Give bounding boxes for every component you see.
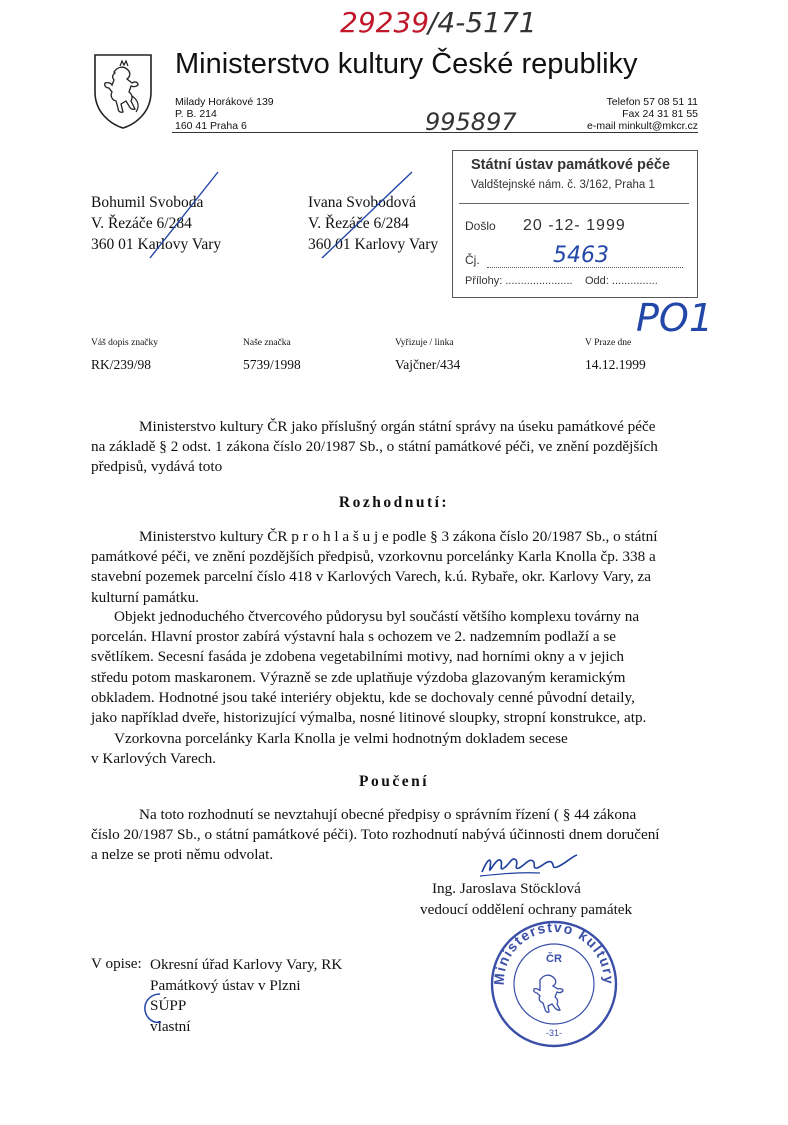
text-line: obkladem. Hodnotné jsou také interiéry objektu, kde se dochovaly cenné původní detaily, (91, 688, 635, 706)
handwritten-reference-blue: /4-5171 (428, 6, 537, 39)
ref-value-our-ref: 5739/1998 (243, 357, 301, 372)
stamp-divider (459, 203, 689, 204)
text-line: kulturní památku. (91, 588, 199, 606)
address-line: 160 41 Praha 6 (175, 120, 247, 132)
text-line: číslo 20/1987 Sb., o státní památkové péči). Toto rozhodnutí nabývá účinnosti dnem doručení (91, 826, 660, 844)
phone: Telefon 57 08 51 11 (606, 96, 698, 108)
decision-paragraph-3 (91, 729, 701, 769)
text-line: jako například dveře, historizující výmalba, nosné litinové sloupky, stropní konstrukce, atp. (91, 709, 647, 727)
signatory-role: vedoucí oddělení ochrany památek (420, 901, 633, 918)
copy-recipient: SÚPP (150, 997, 187, 1014)
instruction-heading: Poučení (358, 773, 430, 790)
recipient-city: 360 01 Karlovy Vary (91, 236, 222, 253)
signatory-name: Ing. Jaroslava Stöcklová (432, 880, 581, 897)
text-line: porcelán. Hlavní prostor zabírá výstavní hala s ochozem ve 2. nadzemním podlaží a se (91, 628, 617, 646)
text-line: předpisů, vydává toto (91, 458, 223, 476)
decision-paragraph-2 (91, 607, 701, 728)
ref-value-date: 14.12.1999 (585, 357, 646, 372)
ministry-title: Ministerstvo kultury České republiky (175, 48, 638, 80)
text-line: památkové péči, ve znění pozdějších předpisů, vzorkovnu porcelánky Karla Knolla čp. 338 a (91, 548, 656, 566)
text-line: středu potom maskaronem. Výrazně se zde uplatňuje výzdoba glazovaným keramickým (91, 668, 626, 686)
round-stamp-text: Ministerstvo kultury (490, 918, 618, 986)
fax: Fax 24 31 81 55 (622, 108, 698, 120)
copies-list (150, 955, 342, 1037)
recipient-street: V. Řezáče 6/284 (91, 215, 192, 232)
copy-recipient: Okresní úřad Karlovy Vary, RK (150, 956, 343, 973)
round-stamp-number: -31- (545, 1028, 563, 1038)
ref-value-handled-by: Vajčner/434 (395, 357, 461, 372)
stamp-ref-line (487, 267, 683, 268)
ref-value-your-letter: RK/239/98 (91, 357, 152, 372)
stamp-department: Odd: ............... (585, 275, 658, 287)
address-line: P. B. 214 (175, 108, 217, 120)
ref-label-handled-by: Vyřizuje / linka (395, 338, 454, 348)
recipient-name: Ivana Svobodová (308, 194, 417, 211)
intro-paragraph (91, 417, 701, 478)
recipient-street: V. Řezáče 6/284 (308, 215, 409, 232)
text-line: v Karlových Varech. (91, 750, 216, 768)
email: e-mail minkult@mkcr.cz (586, 120, 698, 132)
text-line: stavební pozemek parcelní číslo 418 v Karlových Varech, k.ú. Rybaře, okr. Karlovy Vary, za (91, 568, 652, 586)
copy-recipient: Památkový ústav v Plzni (150, 976, 301, 994)
recipient-city: 360 01 Karlovy Vary (308, 236, 439, 253)
text-line: Vzorkovna porcelánky Karla Knolla je velmi hodnotným dokladem secese (114, 730, 568, 747)
text-line: Objekt jednoduchého čtvercového půdorysu byl součástí většího komplexu továrny na (114, 608, 640, 625)
stamp-attachments: Přílohy: ...................... (465, 275, 573, 287)
ref-label-your-letter: Váš dopis značky (91, 338, 159, 348)
decision-heading: Rozhodnutí: (338, 494, 450, 511)
handwritten-mid-number: 995897 (425, 108, 517, 136)
copies-label: V opise: (91, 955, 142, 972)
text-line: na základě § 2 odst. 1 zákona číslo 20/1987 Sb., o státní památkové péči, ve znění pozdějších (91, 438, 658, 456)
ref-label-date: V Praze dne (585, 338, 632, 348)
text-line: a nelze se proti němu odvolat. (91, 846, 274, 864)
decision-paragraph-1 (91, 527, 701, 608)
handwritten-reference-red: 29239 (340, 6, 430, 39)
stamp-address: Valdštejnské nám. č. 3/162, Praha 1 (471, 179, 655, 191)
text-line: Na toto rozhodnutí se nevztahují obecné předpisy o správním řízení ( § 44 zákona (139, 806, 637, 823)
text-line: Ministerstvo kultury ČR p r o h l a š u j e podle § 3 zákona číslo 20/1987 Sb., o státní (139, 528, 658, 545)
address-line: Milady Horákové 139 (175, 96, 274, 108)
text-line: světlíkem. Secesní fasáda je zdobena vegetabilními motivy, nad horními okny a v jejich (91, 648, 624, 666)
round-stamp-center: ČR (546, 953, 562, 965)
copy-handwritten-mark (138, 990, 168, 1030)
stamp-received-label: Došlo (465, 219, 496, 233)
stamp-handwritten-number: 5463 (553, 243, 609, 268)
stamp-ref-label: Čj. (465, 253, 480, 267)
signature-image (476, 850, 616, 884)
ref-label-our-ref: Naše značka (243, 338, 291, 348)
handwritten-margin-code: PO1 (636, 296, 714, 340)
received-stamp (452, 150, 698, 298)
copy-recipient: vlastní (150, 1017, 191, 1035)
recipient-name: Bohumil Svoboda (91, 194, 204, 211)
text-line: Ministerstvo kultury ČR jako příslušný orgán státní správy na úseku památkové péče (139, 418, 656, 435)
stamp-received-date: 20 -12- 1999 (523, 217, 626, 234)
official-round-stamp (488, 918, 620, 1050)
stamp-institution: Státní ústav památkové péče (471, 157, 671, 173)
